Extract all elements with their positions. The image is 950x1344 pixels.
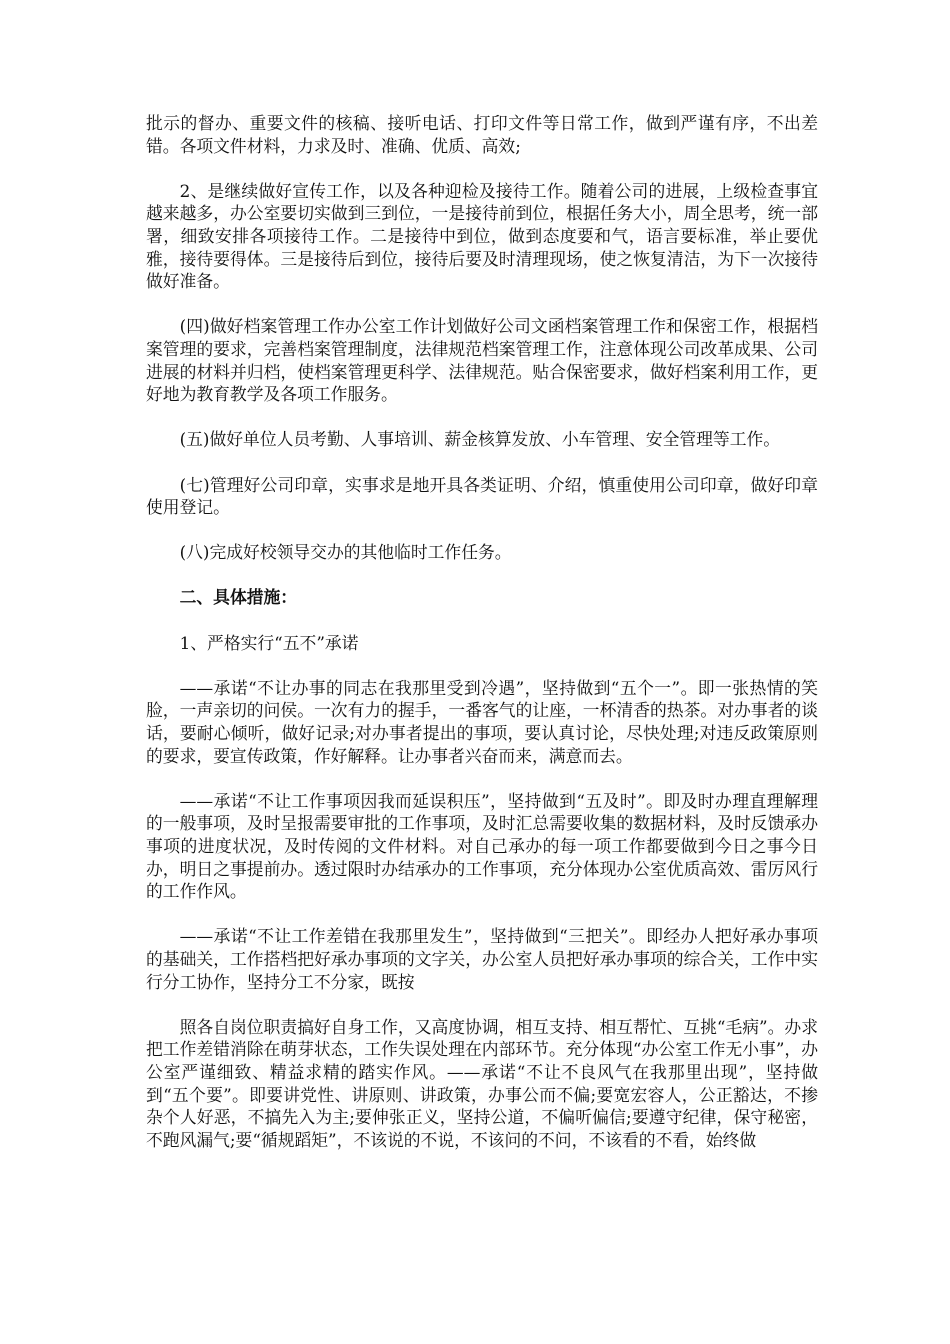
document-page [146,112,818,1174]
paragraph-attendance-personnel: (五)做好单位人员考勤、人事培训、薪金核算发放、小车管理、安全管理等工作。 [179,429,781,450]
paragraph-temporary-tasks: (八)完成好校领导交办的其他临时工作任务。 [179,542,512,563]
paragraph-seal-management: (七)管理好公司印章，实事求是地开具各类证明、介绍，慎重使用公司印章，做好印章使用登记。 [146,474,818,518]
paragraph-promise-no-errors: ——承诺“不让工作差错在我那里发生”，坚持做到“三把关”。即经办人把好承办事项的基础关，工作搭档把好承办事项的文字关，办公室人员把好承办事项的综合关，工作中实行分工协作，坚持分工不分家，既按 [146,926,818,992]
subheading-five-promises: 1、严格实行“五不”承诺 [179,632,359,653]
paragraph-promise-no-coldness: ——承诺“不让办事的同志在我那里受到冷遇”，坚持做到“五个一”。即一张热情的笑脸，一声亲切的问侯。一次有力的握手，一番客气的让座，一杯清香的热茶。对办事者的谈话，要耐心倾听，做好记录;对办事者提出的事项，要认真讨论，尽快处理;对违反政策原则的要求，要宣传政策，作好解释。让办事者兴奋而来，满意而去。 [146,677,818,766]
paragraph-publicity-reception: 2、是继续做好宣传工作，以及各种迎检及接待工作。随着公司的进展，上级检查事宜越来越多，办公室要切实做到三到位，一是接待前到位，根据任务大小，周全思考，统一部署，细致安排各项接待工作。二是接待中到位，做到态度要和气，语言要标准，举止要优雅，接待要得体。三是接待后到位，接待后要及时清理现场，使之恢复清洁，为下一次接待做好准备。 [146,180,818,292]
section-heading-measures: 二、具体措施： [179,587,298,608]
paragraph-promise-no-delay: ——承诺“不让工作事项因我而延误积压”，坚持做到“五及时”。即及时办理直理解理的一般事项，及时呈报需要审批的工作事项，及时汇总需要收集的数据材料，及时反馈承办事项的进度状况，及时传阅的文件材料。对自己承办的每一项工作都要做到今日之事今日办，明日之事提前办。透过限时办结承办的工作事项，充分体现办公室优质高效、雷厉风行的工作作风。 [146,790,818,902]
paragraph-continuation: 批示的督办、重要文件的核稿、接听电话、打印文件等日常工作，做到严谨有序，不出差错。各项文件材料，力求及时、准确、优质、高效; [146,113,818,156]
paragraph-archive-management: (四)做好档案管理工作办公室工作计划做好公司文函档案管理工作和保密工作，根据档案管理的要求，完善档案管理制度，法律规范档案管理工作，注意体现公司改革成果、公司进展的材料并归档，使档案管理更科学、法律规范。贴合保密要求，做好档案利用工作，更好地为教育教学及各项工作服务。 [146,316,818,405]
paragraph-promise-no-bad-practice: 照各自岗位职责搞好自身工作，又高度协调，相互支持、相互帮忙、互挑“毛病”。办求把工作差错消除在萌芽状态，工作失误处理在内部环节。充分体现“办公室工作无小事”，办公室严谨细致、精益求精的踏实作风。——承诺“不让不良风气在我那里出现”，坚持做到“五个要”。即要讲党性、讲原则、讲政策，办事公而不偏;要宽宏容人，公正豁达，不掺杂个人好恶，不搞先入为主;要伸张正义，坚持公道，不偏听偏信;要遵守纪律，保守秘密，不跑风漏气;要“循规蹈矩”，不该说的不说，不该问的不问，不该看的不看，始终做 [146,1016,818,1150]
